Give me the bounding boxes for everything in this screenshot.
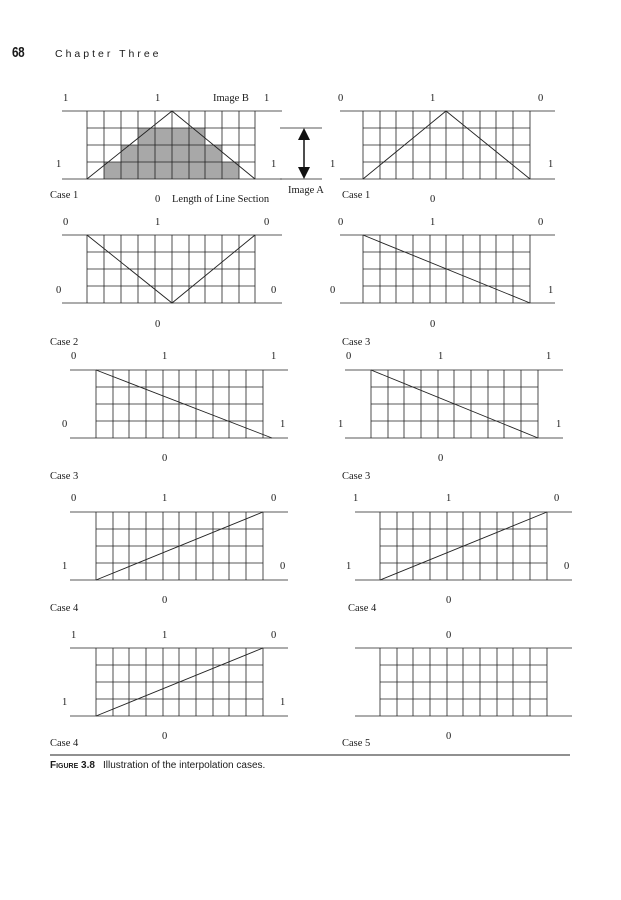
length-of-line-section-label: Length of Line Section — [172, 194, 270, 205]
label-top-right: 1 — [546, 351, 552, 362]
case-label: Case 3 — [50, 471, 79, 482]
figure-number: Figure 3.8 — [50, 760, 95, 771]
case-label: Case 2 — [50, 337, 79, 348]
figure-caption-text: Illustration of the interpolation cases. — [102, 760, 266, 771]
panel-case3-left — [50, 351, 288, 482]
case-label: Case 4 — [348, 603, 377, 614]
case-label: Case 1 — [342, 190, 371, 201]
case-label: Case 3 — [342, 337, 371, 348]
label-mid-left: 1 — [56, 159, 62, 170]
label-bottom-center: 0 — [162, 453, 168, 464]
panel-case5-right — [342, 630, 572, 749]
label-top-right: 0 — [554, 493, 560, 504]
arrow-down-icon — [298, 167, 310, 179]
arrow-up-icon — [298, 128, 310, 140]
panel-case4-left-a — [50, 493, 288, 614]
label-top-center: 1 — [162, 630, 168, 641]
image-b-label: Image B — [213, 93, 249, 104]
image-a-label: Image A — [288, 185, 324, 196]
label-top-center: 0 — [446, 630, 452, 641]
label-mid-right: 1 — [556, 419, 562, 430]
label-mid-right: 0 — [271, 285, 277, 296]
case-label: Case 3 — [342, 471, 371, 482]
label-mid-right: 1 — [548, 285, 554, 296]
label-top-left: 0 — [71, 493, 77, 504]
case-label: Case 4 — [50, 738, 79, 749]
label-mid-left: 1 — [62, 697, 68, 708]
label-bottom-center: 0 — [162, 595, 168, 606]
label-top-right: 0 — [264, 217, 270, 228]
label-mid-right: 0 — [564, 561, 570, 572]
chapter-title: Chapter Three — [55, 48, 162, 60]
label-mid-left: 1 — [330, 159, 336, 170]
label-top-left: 0 — [346, 351, 352, 362]
label-top-center: 1 — [430, 217, 436, 228]
label-top-left: 0 — [63, 217, 69, 228]
label-top-left: 0 — [338, 217, 344, 228]
label-top-center: 1 — [430, 93, 436, 104]
panel-case3-right-b — [338, 351, 563, 482]
label-top-center: 1 — [446, 493, 452, 504]
panel-case3-right-a — [330, 217, 555, 348]
label-mid-left: 0 — [56, 285, 62, 296]
label-mid-left: 1 — [346, 561, 352, 572]
label-top-right: 0 — [271, 493, 277, 504]
label-top-left: 0 — [71, 351, 77, 362]
case-label: Case 4 — [50, 603, 79, 614]
label-bottom-center: 0 — [438, 453, 444, 464]
panel-case1-left — [50, 93, 282, 205]
case-label: Case 5 — [342, 738, 371, 749]
panel-case4-left-b — [50, 630, 288, 749]
page-number: 68 — [12, 44, 25, 61]
label-top-center: 1 — [438, 351, 444, 362]
label-bottom-center: 0 — [446, 731, 452, 742]
label-top-right: 1 — [271, 351, 277, 362]
pixel-grid — [340, 111, 555, 179]
panel-case1-right — [330, 93, 555, 205]
label-top-center: 1 — [155, 217, 161, 228]
label-bottom-center: 0 — [155, 194, 161, 205]
image-height-annotation — [280, 128, 324, 196]
label-top-right: 1 — [264, 93, 270, 104]
pixel-grid — [62, 235, 282, 303]
label-mid-right: 0 — [280, 561, 286, 572]
label-mid-right: 1 — [271, 159, 277, 170]
pixel-grid — [70, 370, 288, 438]
label-top-center: 1 — [155, 93, 161, 104]
label-top-right: 0 — [538, 217, 544, 228]
shaded-pixels — [104, 128, 239, 179]
pixel-grid — [355, 648, 572, 716]
label-top-left: 1 — [353, 493, 359, 504]
label-mid-right: 1 — [280, 419, 286, 430]
pixel-grid — [62, 111, 282, 179]
case-label: Case 1 — [50, 190, 79, 201]
label-bottom-center: 0 — [162, 731, 168, 742]
label-top-left: 0 — [338, 93, 344, 104]
label-mid-left: 0 — [62, 419, 68, 430]
label-mid-left: 1 — [338, 419, 344, 430]
label-bottom-center: 0 — [430, 319, 436, 330]
label-top-right: 0 — [538, 93, 544, 104]
label-top-left: 1 — [71, 630, 77, 641]
label-top-center: 1 — [162, 493, 168, 504]
label-bottom-center: 0 — [430, 194, 436, 205]
label-mid-left: 0 — [330, 285, 336, 296]
label-bottom-center: 0 — [155, 319, 161, 330]
figure-caption — [50, 760, 265, 771]
panel-case4-right — [346, 493, 572, 614]
label-mid-left: 1 — [62, 561, 68, 572]
label-mid-right: 1 — [280, 697, 286, 708]
panel-case2-left — [50, 217, 282, 348]
label-bottom-center: 0 — [446, 595, 452, 606]
label-top-right: 0 — [271, 630, 277, 641]
label-top-left: 1 — [63, 93, 69, 104]
label-mid-right: 1 — [548, 159, 554, 170]
label-top-center: 1 — [162, 351, 168, 362]
